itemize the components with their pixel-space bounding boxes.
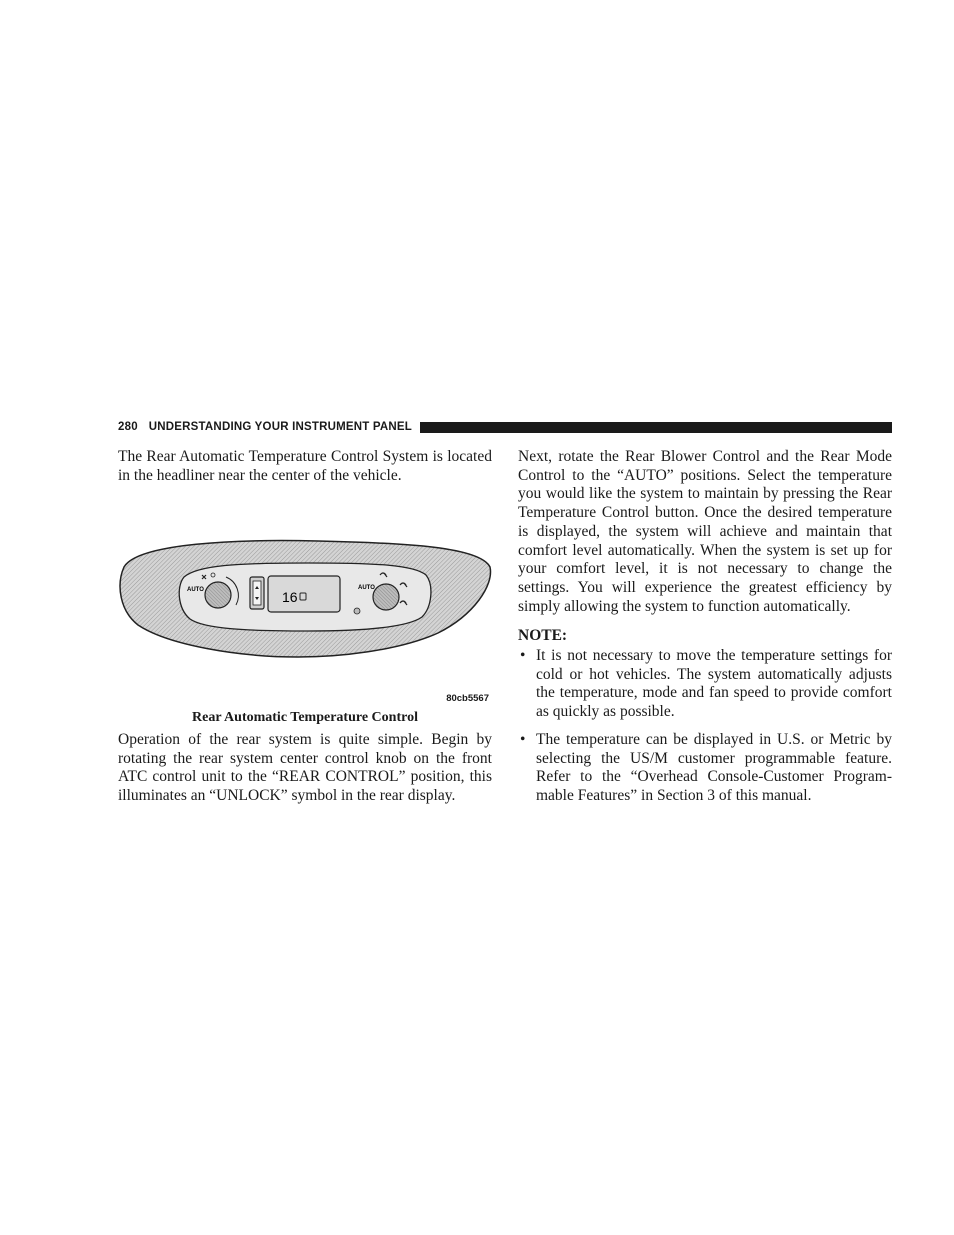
display-temp: 16 <box>282 589 298 605</box>
rear-atc-illustration <box>118 537 492 697</box>
right-paragraph: Next, rotate the Rear Blower Control and the Rear Mode Control to the “AUTO” positions. Select the temperature you would like the system to maintain by pressing the Rear Temperature Control button. Once the desired temperature is displayed, the system will achieve and maintain that comfort level automatically. When the system is set up for your comfort level, it is not necessary to change the settings. You will experience the greatest efficiency by simply allowing the system to function automatically. <box>518 448 892 615</box>
section-title: UNDERSTANDING YOUR INSTRUMENT PANEL <box>148 421 412 433</box>
note-text: The temperature can be displayed in U.S. or Metric by selecting the US/M customer programmable feature. Refer to the “Overhead Console-Customer Programmable Features” in Section 3 of this manual. <box>536 730 892 804</box>
note-item <box>518 731 892 806</box>
mode-knob <box>373 584 399 610</box>
figure-code: 80cb5567 <box>446 693 489 704</box>
bullet-icon: • <box>520 647 526 665</box>
operation-paragraph: Operation of the rear system is quite simple. Begin by rotating the rear system center control knob on the front ATC control unit to the “REAR CONTROL” position, this illuminates an “UNLOCK” symbol in the rear display. <box>118 731 492 805</box>
left-column-operation <box>118 731 492 806</box>
auto-label-right: AUTO <box>358 585 375 591</box>
note-text: It is not necessary to move the temperature settings for cold or hot vehicles. The system automatically adjusts the temperature, mode and fan speed to provide comfort as quickly as possible. <box>536 647 892 721</box>
auto-label-left: AUTO <box>187 587 204 593</box>
page-number: 280 <box>118 421 138 433</box>
page-header <box>118 419 892 435</box>
note-heading: NOTE: <box>518 627 568 645</box>
figure-caption: Rear Automatic Temperature Control <box>192 710 418 725</box>
right-column <box>518 448 892 815</box>
notes-list <box>518 647 892 806</box>
left-column-intro <box>118 448 492 485</box>
intro-paragraph: The Rear Automatic Temperature Control System is located in the headliner near the center of the vehicle. <box>118 448 492 484</box>
rear-atc-figure <box>118 537 492 707</box>
header-rule <box>420 422 892 433</box>
note-item <box>518 647 892 722</box>
temp-display <box>268 576 340 612</box>
blower-knob <box>205 582 231 608</box>
bullet-icon: • <box>520 730 526 748</box>
